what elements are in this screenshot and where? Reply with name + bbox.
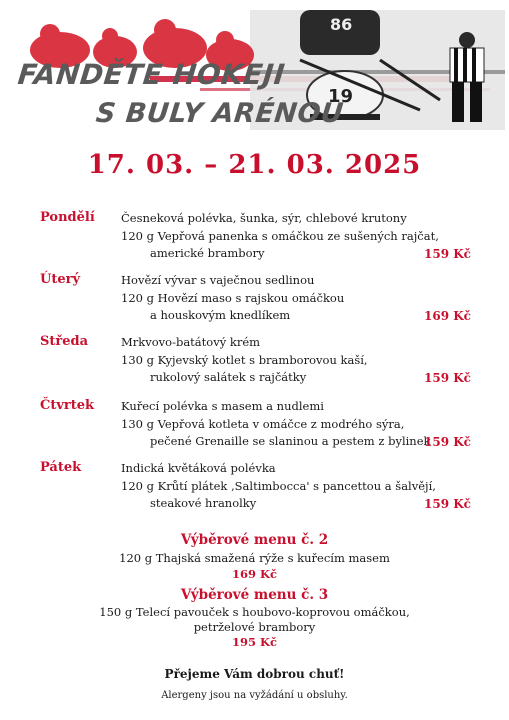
- day-name: Pátek: [40, 460, 82, 475]
- main-dish-line1: 130 g Kyjevský kotlet s bramborovou kaší,: [121, 353, 368, 367]
- choice-menu-3-dish-line2: petrželové brambory: [193, 620, 316, 634]
- main-dish-line2: americké brambory: [150, 246, 265, 260]
- soup: Hovězí vývar s vaječnou sedlinou: [121, 273, 315, 287]
- date-range: 17. 03. – 21. 03. 2025: [87, 150, 422, 180]
- day-name: Úterý: [40, 272, 81, 287]
- allergen-note: Alergeny jsou na vyžádání u obsluhy.: [161, 690, 348, 701]
- soup: Česneková polévka, šunka, sýr, chlebové krutony: [121, 211, 407, 225]
- main-dish-line1: 120 g Krůtí plátek ‚Saltimbocca' s pancettou a šalvějí,: [121, 479, 436, 493]
- main-dish-line1: 120 g Hovězí maso s rajskou omáčkou: [121, 291, 345, 305]
- soup: Mrkvovo-batátový krém: [121, 335, 261, 349]
- day-thursday: [0, 398, 509, 448]
- soup: Kuřecí polévka s masem a nudlemi: [121, 399, 324, 413]
- main-dish-line2: pečené Grenaille se slaninou a pestem z bylinek: [150, 434, 431, 448]
- main-dish-line1: 120 g Vepřová panenka s omáčkou ze sušených rajčat,: [121, 229, 439, 243]
- price: 159 Kč: [424, 435, 471, 449]
- day-wednesday: [0, 334, 509, 384]
- day-monday: [0, 210, 509, 260]
- hockey-player-back: [300, 10, 380, 55]
- main-dish-line2: rukolový salátek s rajčátky: [150, 370, 307, 384]
- headline-line1: FANDĚTE HOKEJI: [16, 58, 287, 91]
- price: 159 Kč: [424, 247, 471, 261]
- main-dish-line1: 130 g Vepřová kotleta v omáčce z modrého sýra,: [121, 417, 405, 431]
- main-dish-line2: steakové hranolky: [150, 496, 257, 510]
- choice-menu-2-price: 169 Kč: [231, 567, 277, 581]
- price: 159 Kč: [424, 371, 471, 385]
- price: 159 Kč: [424, 497, 471, 511]
- day-name: Středa: [40, 334, 89, 349]
- svg-text:19: 19: [328, 86, 354, 107]
- choice-menu-3-dish-line1: 150 g Telecí pavouček s houbovo-koprovou omáčkou,: [99, 605, 410, 619]
- soup: Indická květáková polévka: [121, 461, 276, 475]
- headline-line2: S BULY ARÉNOU: [94, 98, 346, 129]
- day-name: Pondělí: [40, 210, 95, 225]
- day-tuesday: [0, 272, 509, 322]
- day-friday: [0, 460, 509, 510]
- choice-menu-3-title: Výběrové menu č. 3: [180, 587, 329, 603]
- choice-menu-3-price: 195 Kč: [231, 635, 277, 649]
- price: 169 Kč: [424, 309, 471, 323]
- main-dish-line2: a houskovým knedlíkem: [150, 308, 291, 322]
- choice-menu-2-dish: 120 g Thajská smažená rýže s kuřecím masem: [119, 551, 390, 565]
- choice-menu-2-title: Výběrové menu č. 2: [180, 532, 329, 548]
- closing-wish: Přejeme Vám dobrou chuť!: [164, 667, 345, 681]
- day-name: Čtvrtek: [40, 398, 95, 413]
- svg-text:86: 86: [330, 15, 353, 34]
